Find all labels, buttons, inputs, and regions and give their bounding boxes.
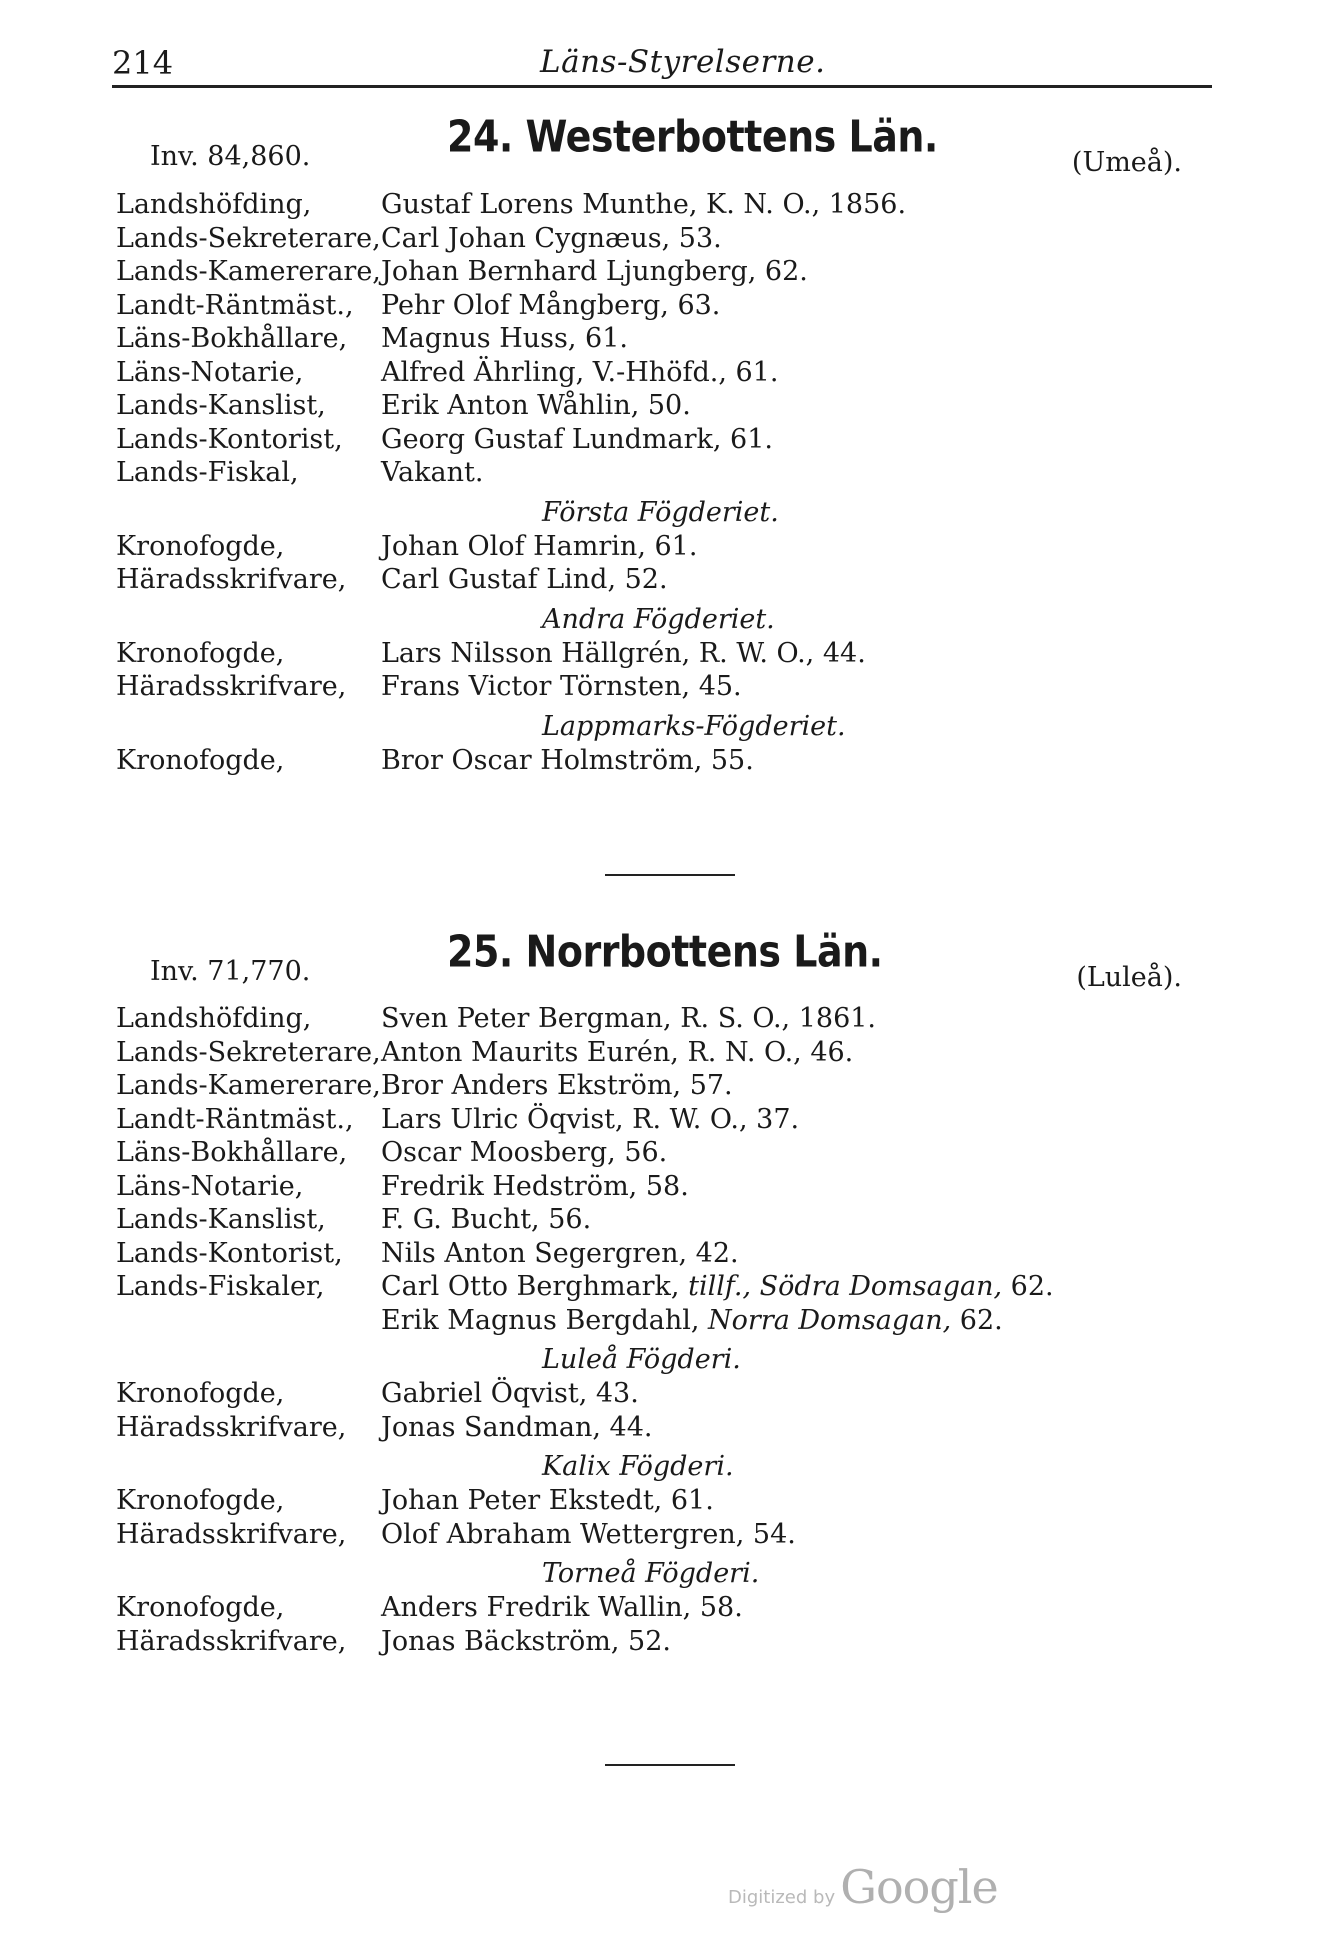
running-title: Läns-Styrelserne.: [540, 44, 826, 80]
list-item: [116, 1625, 1236, 1659]
subdivision-heading: Första Fögderiet.: [542, 496, 779, 528]
list-item: [116, 563, 1236, 597]
office-title: Lands-Kanslist,: [116, 1204, 326, 1235]
official-name: Nils Anton Segergren, 42.: [381, 1237, 739, 1269]
office-title: Landt-Räntmäst.,: [116, 289, 354, 321]
office-title: Häradsskrifvare,: [116, 1411, 347, 1443]
office-title: Landshöfding,: [116, 1003, 312, 1034]
header-rule: [112, 85, 1212, 88]
official-name: Bror Anders Ekström, 57.: [381, 1070, 733, 1101]
list-item: [116, 1484, 1236, 1518]
office-title: Kronofogde,: [116, 1485, 285, 1516]
office-title: Lands-Fiskal,: [116, 457, 299, 488]
list-item: [116, 222, 1236, 256]
list-item: [116, 389, 1236, 423]
list-item: [116, 1002, 1236, 1036]
list-item: [116, 1203, 1236, 1237]
list-item: [116, 456, 1236, 490]
office-title: Kronofogde,: [116, 637, 285, 669]
official-name: Oscar Moosberg, 56.: [381, 1137, 668, 1168]
list-item: [116, 322, 1236, 356]
official-name: Johan Peter Ekstedt, 61.: [381, 1485, 714, 1516]
official-name: Olof Abraham Wettergren, 54.: [381, 1518, 796, 1550]
office-title: Lands-Kanslist,: [116, 390, 326, 421]
list-item: [116, 255, 1236, 289]
official-name: Vakant.: [381, 457, 484, 488]
official-name: Anders Fredrik Wallin, 58.: [381, 1592, 743, 1623]
office-title: Läns-Bokhållare,: [116, 1137, 348, 1168]
office-title: Häradsskrifvare,: [116, 1625, 347, 1657]
list-item: [116, 1591, 1236, 1625]
subdivision-heading: Kalix Fögderi.: [542, 1451, 734, 1482]
list-item: [116, 1136, 1236, 1170]
office-title: Lands-Fiskaler,: [116, 1271, 325, 1302]
office-detail: tillf., Södra Domsagan,: [688, 1271, 1003, 1302]
office-title: Lands-Kamererare,: [116, 256, 381, 287]
office-title: Häradsskrifvare,: [116, 1518, 347, 1550]
section-header: [112, 925, 1212, 995]
official-name: Johan Bernhard Ljungberg, 62.: [381, 256, 808, 287]
subdivision-heading: Torneå Fögderi.: [542, 1558, 760, 1589]
list-item: [116, 188, 1236, 222]
office-title: Lands-Kontorist,: [116, 1237, 343, 1269]
office-title: Lands-Kamererare,: [116, 1070, 381, 1101]
page-number: 214: [112, 44, 174, 82]
section-divider: [605, 874, 735, 876]
section-divider: [605, 1764, 735, 1766]
list-item: [116, 1069, 1236, 1103]
official-name: Lars Ulric Öqvist, R. W. O., 37.: [381, 1103, 800, 1135]
office-title: Landt-Räntmäst.,: [116, 1103, 354, 1135]
official-name: Jonas Bäckström, 52.: [381, 1625, 671, 1657]
list-item: [116, 670, 1236, 704]
list-item: [116, 1036, 1236, 1070]
official-name: Gabriel Öqvist, 43.: [381, 1378, 639, 1409]
official-name: Carl Johan Cygnæus, 53.: [381, 222, 722, 254]
list-item: [116, 744, 1236, 778]
office-title: Kronofogde,: [116, 530, 285, 562]
official-name: Fredrik Hedström, 58.: [381, 1170, 689, 1202]
list-item: [116, 1518, 1236, 1552]
office-title: Läns-Notarie,: [116, 356, 304, 388]
section-header: [112, 110, 1212, 180]
official-name: Jonas Sandman, 44.: [381, 1411, 653, 1443]
list-item: [116, 1411, 1236, 1445]
official-list: [116, 188, 1236, 777]
official-name: Carl Otto Berghmark, tillf., Södra Domsagan, 62.: [381, 1271, 1054, 1302]
section-title: 24. Westerbottens Län.: [447, 111, 938, 162]
office-title: Häradsskrifvare,: [116, 564, 347, 595]
office-title: Lands-Kontorist,: [116, 423, 343, 455]
list-item: [116, 356, 1236, 390]
official-name: Bror Oscar Holmström, 55.: [381, 744, 754, 776]
office-title: Kronofogde,: [116, 1592, 285, 1623]
list-item: [116, 1170, 1236, 1204]
list-item: [116, 1304, 1236, 1338]
city-name: (Umeå).: [1071, 147, 1182, 178]
official-list: [116, 1002, 1236, 1658]
section-title: 25. Norrbottens Län.: [447, 926, 883, 977]
office-title: Kronofogde,: [116, 1378, 285, 1409]
office-title: Läns-Bokhållare,: [116, 323, 348, 354]
digitized-watermark: [728, 1860, 998, 1914]
subdivision-heading: Lappmarks-Fögderiet.: [542, 710, 846, 742]
official-name: Georg Gustaf Lundmark, 61.: [381, 423, 773, 455]
official-name: Frans Victor Törnsten, 45.: [381, 671, 742, 702]
official-name: Pehr Olof Mångberg, 63.: [381, 289, 721, 321]
official-name: Alfred Ährling, V.-Hhöfd., 61.: [381, 356, 779, 388]
office-title: Lands-Sekreterare,: [116, 222, 381, 254]
official-name: Anton Maurits Eurén, R. N. O., 46.: [381, 1036, 854, 1068]
list-item: [116, 289, 1236, 323]
official-name: Erik Anton Wåhlin, 50.: [381, 390, 691, 421]
official-name: Lars Nilsson Hällgrén, R. W. O., 44.: [381, 637, 866, 669]
subdivision-heading: Andra Fögderiet.: [542, 603, 775, 635]
official-name: Sven Peter Bergman, R. S. O., 1861.: [381, 1003, 877, 1034]
official-name: Johan Olof Hamrin, 61.: [381, 530, 698, 562]
list-item: [116, 1270, 1236, 1304]
list-item: [116, 530, 1236, 564]
official-name: Gustaf Lorens Munthe, K. N. O., 1856.: [381, 189, 907, 220]
office-title: Läns-Notarie,: [116, 1170, 304, 1202]
office-title: Lands-Sekreterare,: [116, 1036, 381, 1068]
official-name: Erik Magnus Bergdahl, Norra Domsagan, 62.: [381, 1304, 1003, 1336]
office-title: Häradsskrifvare,: [116, 671, 347, 702]
list-item: [116, 1103, 1236, 1137]
official-name: Carl Gustaf Lind, 52.: [381, 564, 668, 595]
subdivision-heading: Luleå Fögderi.: [542, 1344, 741, 1375]
list-item: [116, 637, 1236, 671]
office-title: Landshöfding,: [116, 189, 312, 220]
inventory-number: Inv. 84,860.: [150, 141, 311, 172]
official-name: Magnus Huss, 61.: [381, 323, 628, 354]
inventory-number: Inv. 71,770.: [150, 956, 311, 987]
office-title: Kronofogde,: [116, 744, 285, 776]
city-name: (Luleå).: [1076, 962, 1182, 993]
list-item: [116, 1237, 1236, 1271]
list-item: [116, 1377, 1236, 1411]
list-item: [116, 423, 1236, 457]
google-logo: Google: [840, 1860, 998, 1914]
watermark-prefix: Digitized by: [728, 1887, 836, 1908]
official-name: F. G. Bucht, 56.: [381, 1204, 592, 1235]
office-detail: Norra Domsagan,: [708, 1304, 952, 1336]
